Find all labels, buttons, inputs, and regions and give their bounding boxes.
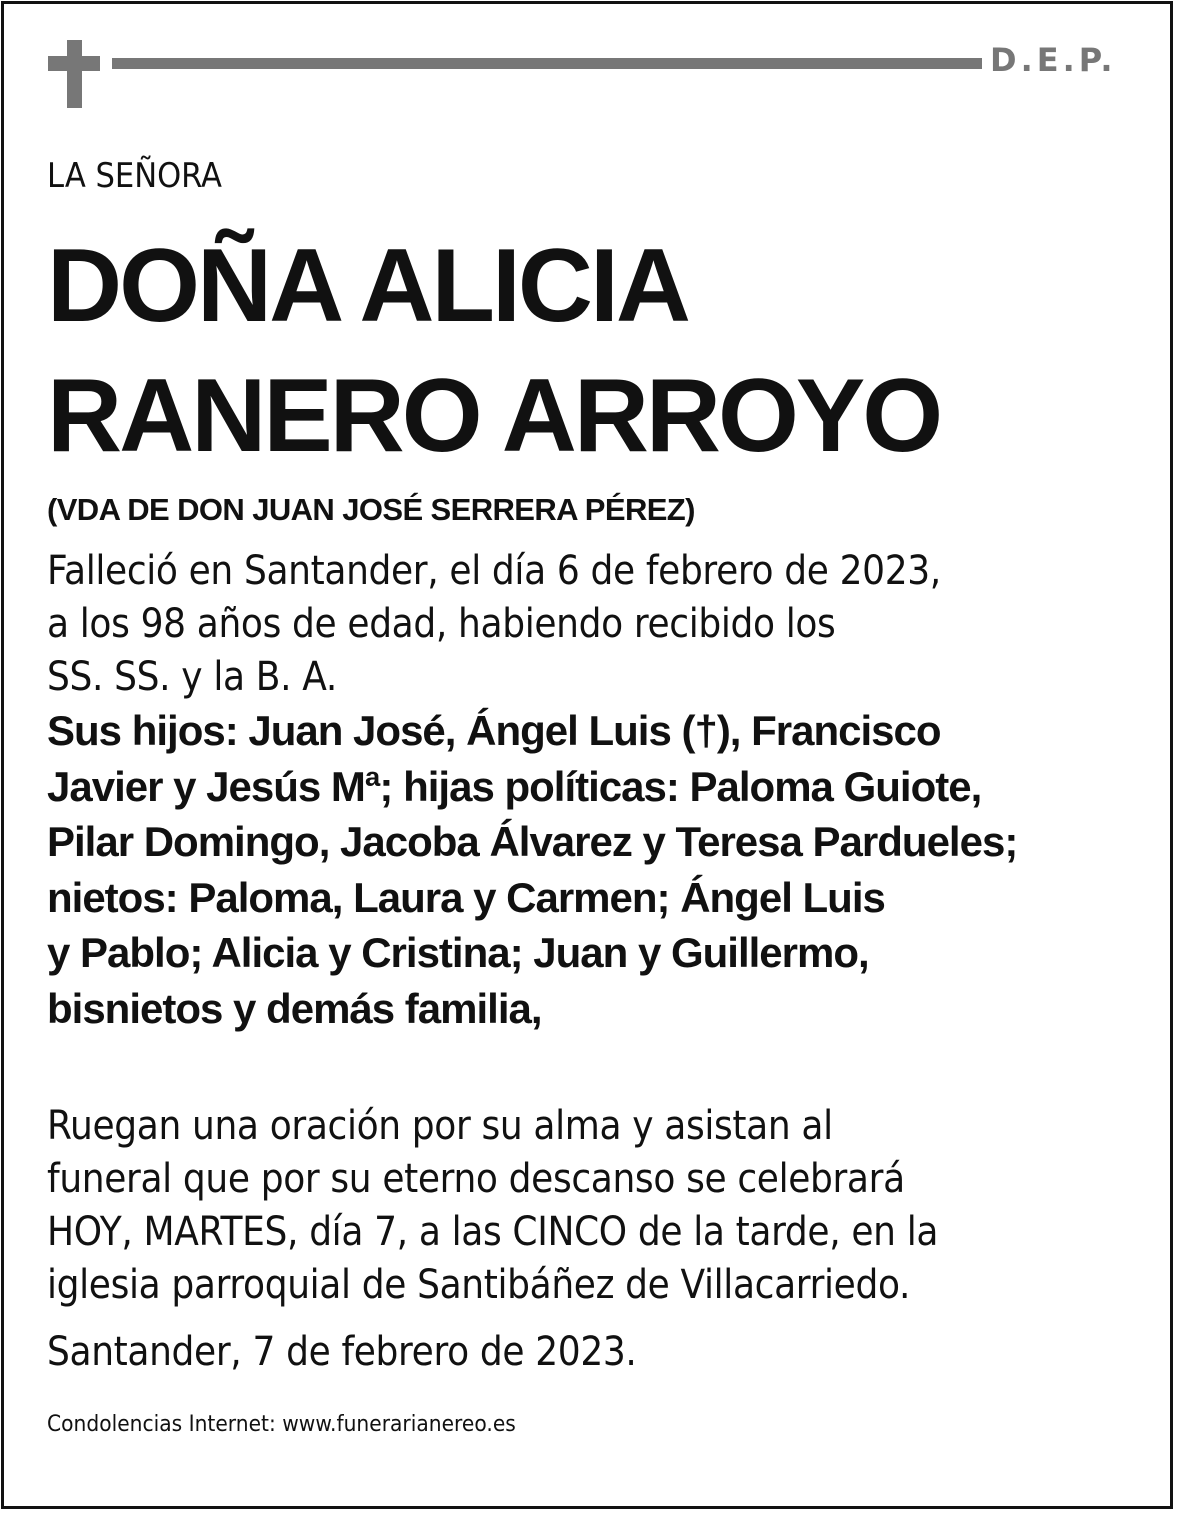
- text-line: funeral que por su eterno descanso se celebrará: [47, 1156, 905, 1202]
- dep-label: D.E.P.: [990, 41, 1117, 79]
- widow-of: (VDA DE DON JUAN JOSÉ SERRERA PÉREZ): [47, 492, 695, 527]
- place-and-date: [47, 1326, 637, 1379]
- text-line: SS. SS. y la B. A.: [47, 654, 337, 700]
- text-line: bisnietos y demás familia,: [47, 984, 542, 1032]
- cross-icon-bar: [48, 56, 100, 71]
- text-line: Santander, 7 de febrero de 2023.: [47, 1329, 637, 1375]
- text-line: y Pablo; Alicia y Cristina; Juan y Guillermo,: [47, 929, 869, 976]
- condolences-link[interactable]: Condolencias Internet: www.funerarianereo.es: [47, 1412, 516, 1437]
- text-line: Falleció en Santander, el día 6 de febrero de 2023,: [47, 548, 941, 594]
- deceased-name-line-2: RANERO ARROYO: [47, 358, 941, 474]
- death-announcement: [47, 545, 941, 704]
- funeral-details: [47, 1100, 938, 1312]
- title-prefix: LA SEÑORA: [47, 156, 222, 196]
- text-line: HOY, MARTES, día 7, a las CINCO de la tarde, en la: [47, 1209, 939, 1255]
- header-rule: [112, 58, 982, 69]
- text-line: Pilar Domingo, Jacoba Álvarez y Teresa Pardueles;: [47, 818, 1018, 865]
- text-line: iglesia parroquial de Santibáñez de Villacarriedo.: [47, 1262, 911, 1308]
- family-list: [47, 703, 1017, 1036]
- text-line: nietos: Paloma, Laura y Carmen; Ángel Luis: [47, 873, 885, 921]
- text-line: Sus hijos: Juan José, Ángel Luis (†), Francisco: [47, 707, 941, 754]
- text-line: a los 98 años de edad, habiendo recibido los: [47, 601, 836, 647]
- deceased-name-line-1: DOÑA ALICIA: [47, 228, 689, 344]
- cross-icon: [67, 40, 82, 108]
- text-line: Javier y Jesús Mª; hijas políticas: Paloma Guiote,: [47, 762, 982, 810]
- text-line: Ruegan una oración por su alma y asistan al: [47, 1103, 833, 1149]
